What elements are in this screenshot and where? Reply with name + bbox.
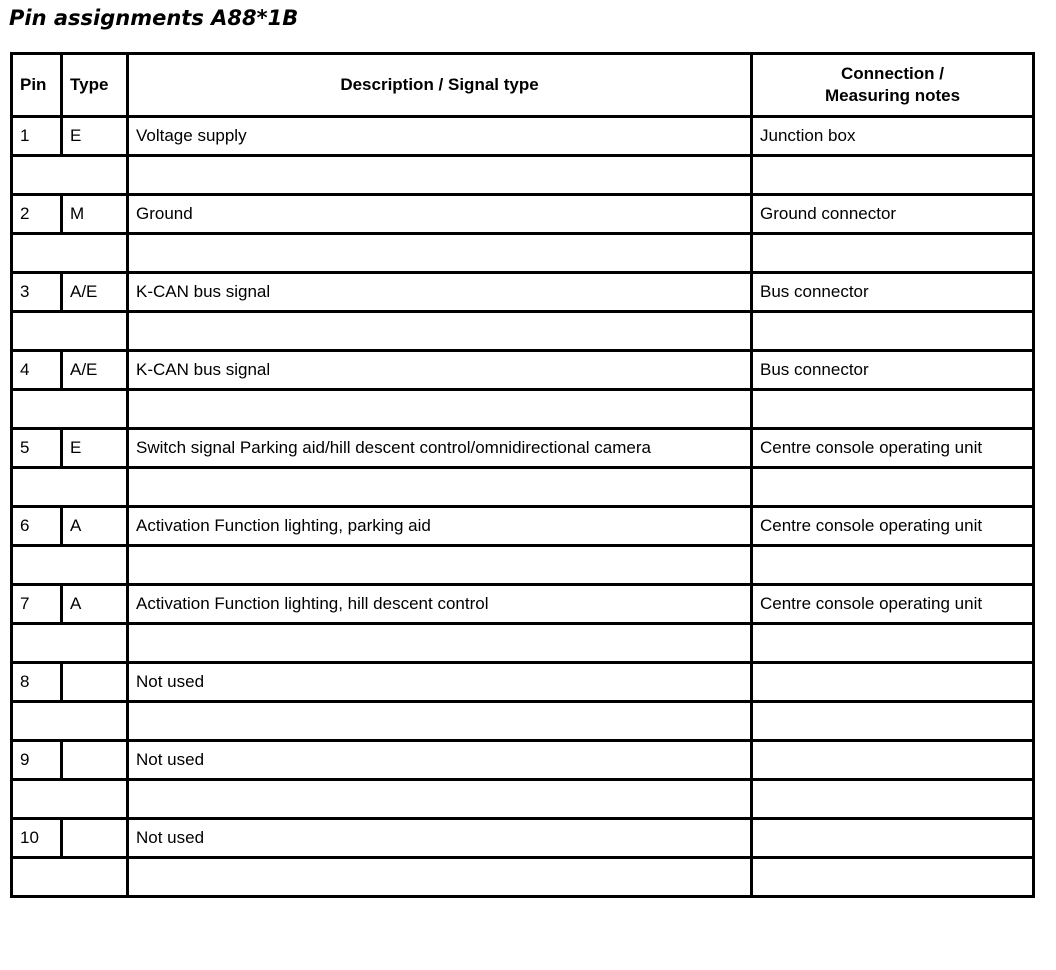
cell-type [62, 819, 128, 858]
cell-connection: Centre console operating unit [752, 429, 1034, 468]
spacer-cell [12, 780, 128, 819]
table-row [12, 663, 1034, 702]
spacer-cell [752, 624, 1034, 663]
spacer-cell [12, 624, 128, 663]
page-title: Pin assignments A88*1B [9, 6, 299, 30]
cell-pin: 7 [12, 585, 62, 624]
spacer-cell [12, 702, 128, 741]
table-row [12, 507, 1034, 546]
cell-connection [752, 819, 1034, 858]
cell-pin: 1 [12, 117, 62, 156]
cell-description: Activation Function lighting, parking aid [128, 507, 752, 546]
spacer-row [12, 312, 1034, 351]
pin-assignments-table [10, 52, 1035, 898]
cell-pin: 4 [12, 351, 62, 390]
cell-connection: Ground connector [752, 195, 1034, 234]
cell-connection: Bus connector [752, 351, 1034, 390]
table-row [12, 741, 1034, 780]
cell-pin: 5 [12, 429, 62, 468]
cell-description: Ground [128, 195, 752, 234]
cell-connection: Junction box [752, 117, 1034, 156]
spacer-row [12, 390, 1034, 429]
header-description: Description / Signal type [128, 54, 752, 117]
spacer-cell [752, 858, 1034, 897]
spacer-row [12, 468, 1034, 507]
spacer-cell [128, 858, 752, 897]
header-connection-line2: Measuring notes [824, 86, 961, 105]
cell-type: M [62, 195, 128, 234]
spacer-row [12, 702, 1034, 741]
cell-description: Not used [128, 819, 752, 858]
cell-description: Switch signal Parking aid/hill descent control/omnidirectional camera [128, 429, 752, 468]
table-row [12, 585, 1034, 624]
table-row [12, 429, 1034, 468]
cell-pin: 3 [12, 273, 62, 312]
table-row [12, 273, 1034, 312]
spacer-cell [12, 156, 128, 195]
spacer-cell [128, 624, 752, 663]
cell-pin: 10 [12, 819, 62, 858]
cell-pin: 9 [12, 741, 62, 780]
spacer-cell [12, 312, 128, 351]
spacer-cell [752, 390, 1034, 429]
spacer-cell [12, 390, 128, 429]
spacer-cell [128, 780, 752, 819]
table-row [12, 351, 1034, 390]
cell-type: A/E [62, 351, 128, 390]
cell-pin: 2 [12, 195, 62, 234]
cell-description: Activation Function lighting, hill descent control [128, 585, 752, 624]
cell-description: K-CAN bus signal [128, 351, 752, 390]
spacer-cell [752, 234, 1034, 273]
cell-type: E [62, 117, 128, 156]
cell-type: A [62, 585, 128, 624]
cell-type [62, 741, 128, 780]
table-row [12, 117, 1034, 156]
spacer-cell [752, 702, 1034, 741]
cell-description: K-CAN bus signal [128, 273, 752, 312]
spacer-cell [128, 390, 752, 429]
table-row [12, 819, 1034, 858]
spacer-cell [12, 546, 128, 585]
spacer-row [12, 234, 1034, 273]
spacer-cell [752, 468, 1034, 507]
spacer-row [12, 156, 1034, 195]
cell-description: Not used [128, 741, 752, 780]
spacer-cell [12, 468, 128, 507]
cell-type: E [62, 429, 128, 468]
cell-connection [752, 663, 1034, 702]
spacer-row [12, 624, 1034, 663]
spacer-cell [128, 312, 752, 351]
table-row [12, 195, 1034, 234]
cell-description: Voltage supply [128, 117, 752, 156]
spacer-cell [128, 156, 752, 195]
header-type: Type [62, 54, 128, 117]
cell-connection: Centre console operating unit [752, 507, 1034, 546]
spacer-row [12, 546, 1034, 585]
table-header-row [12, 54, 1034, 117]
spacer-cell [752, 156, 1034, 195]
header-pin: Pin [12, 54, 62, 117]
cell-connection: Centre console operating unit [752, 585, 1034, 624]
spacer-cell [128, 468, 752, 507]
spacer-cell [752, 312, 1034, 351]
spacer-cell [128, 234, 752, 273]
spacer-cell [752, 780, 1034, 819]
cell-type: A/E [62, 273, 128, 312]
header-connection-line1: Connection / [841, 64, 944, 83]
spacer-row [12, 780, 1034, 819]
spacer-cell [12, 234, 128, 273]
cell-type: A [62, 507, 128, 546]
spacer-row [12, 858, 1034, 897]
spacer-cell [752, 546, 1034, 585]
cell-pin: 6 [12, 507, 62, 546]
cell-connection: Bus connector [752, 273, 1034, 312]
spacer-cell [128, 546, 752, 585]
cell-type [62, 663, 128, 702]
spacer-cell [128, 702, 752, 741]
header-connection [752, 54, 1034, 117]
cell-connection [752, 741, 1034, 780]
cell-description: Not used [128, 663, 752, 702]
cell-pin: 8 [12, 663, 62, 702]
spacer-cell [12, 858, 128, 897]
